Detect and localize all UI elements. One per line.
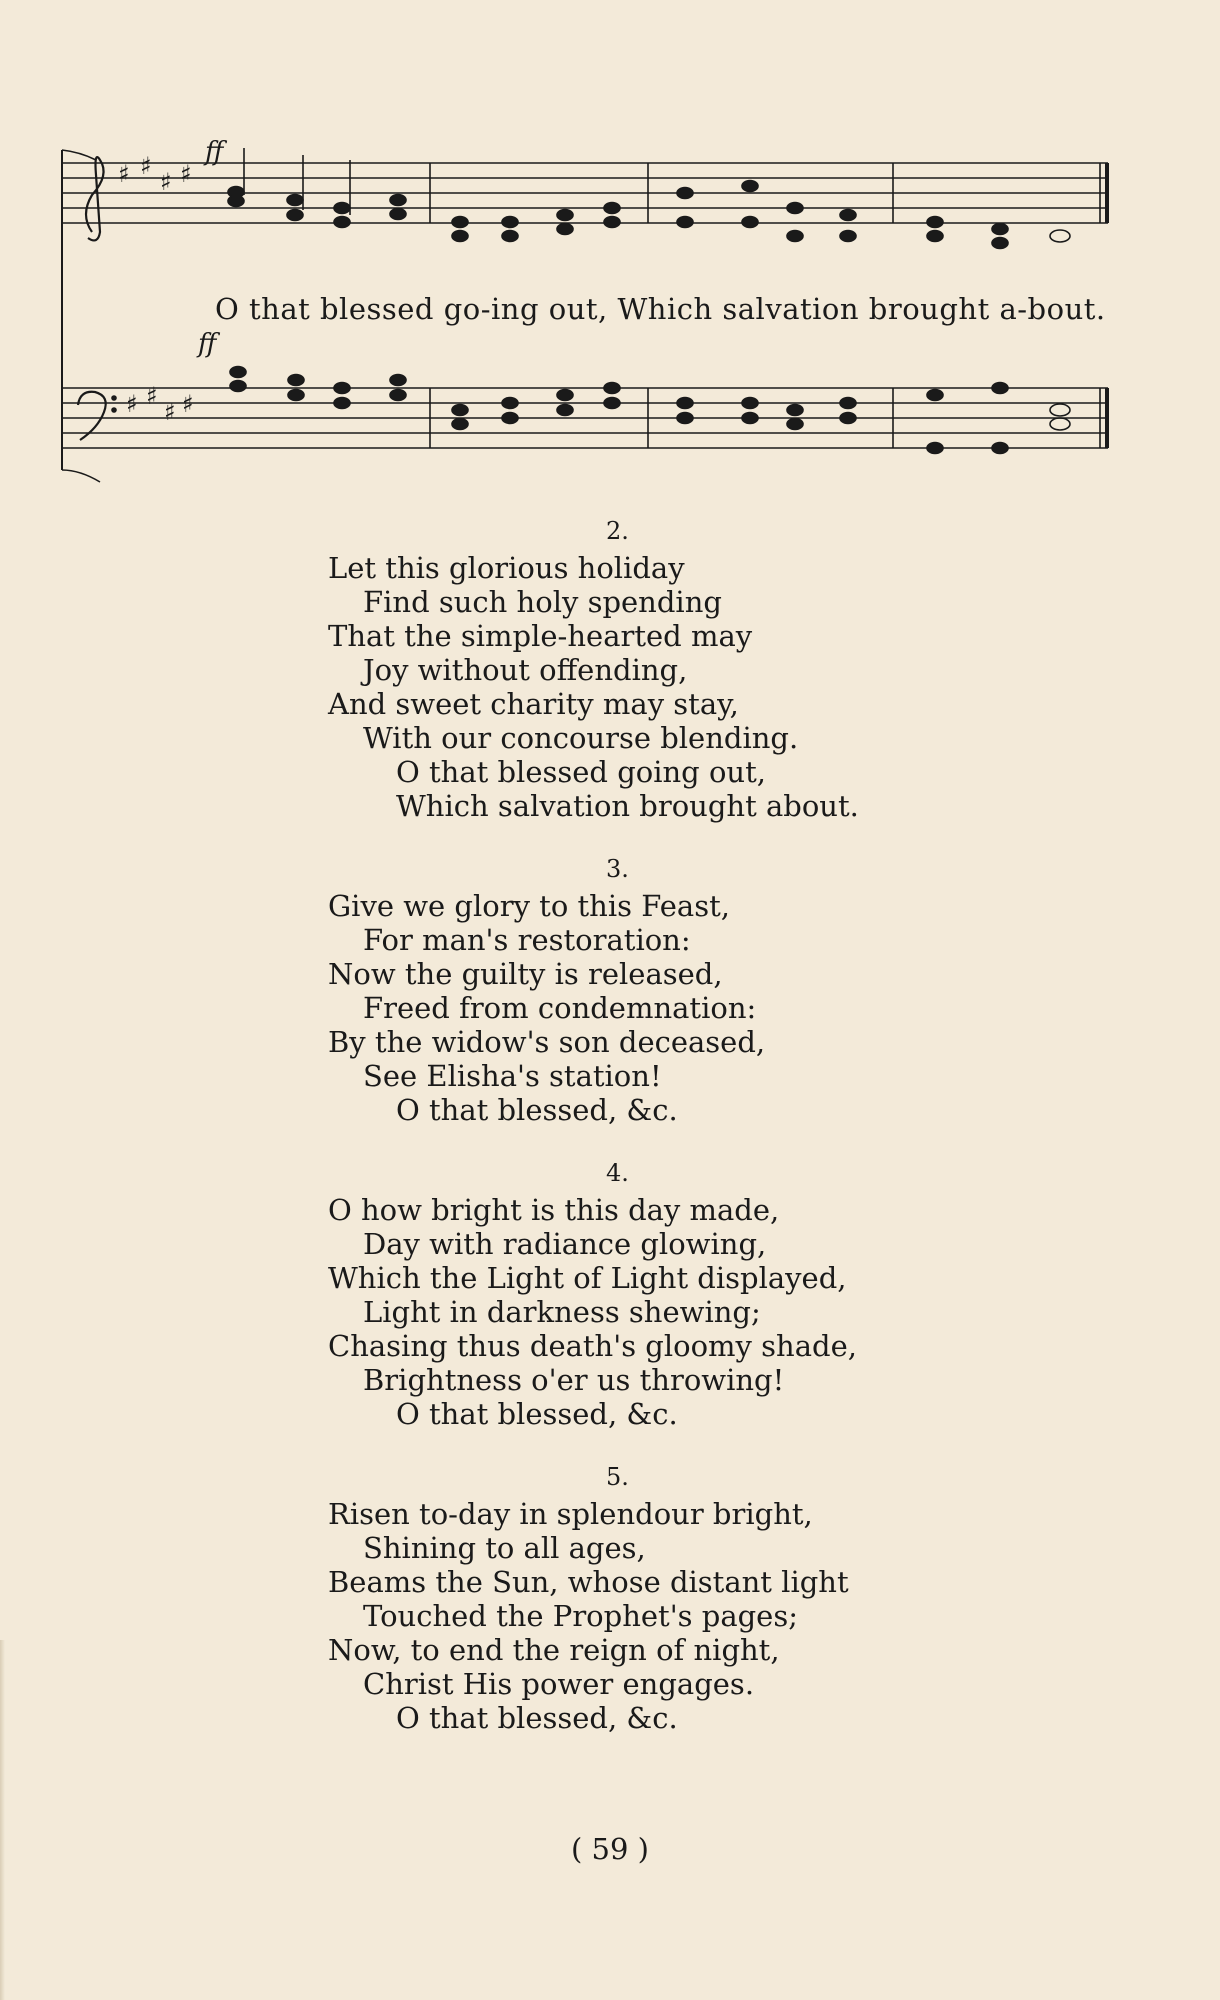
dynamic-mark-treble: ff	[205, 137, 224, 167]
verse-5	[328, 1461, 1028, 1735]
verse-line: O how bright is this day made,	[328, 1193, 780, 1227]
svg-text:♯: ♯	[180, 160, 192, 188]
verse-line: Give we glory to this Feast,	[328, 889, 730, 923]
verse-line: O that blessed going out,	[396, 755, 766, 789]
dynamic-mark-bass: ff	[198, 329, 217, 359]
page-number: ( 59 )	[571, 1832, 649, 1866]
verse-line: Touched the Prophet's pages;	[363, 1599, 798, 1633]
svg-text:♯: ♯	[140, 152, 152, 180]
verse-line: O that blessed, &c.	[396, 1397, 678, 1431]
score-lyric-line: O that blessed go-ing out, Which salvation brought a-bout.	[215, 292, 1106, 326]
verse-line: Freed from condemnation:	[363, 991, 757, 1025]
verse-3	[328, 853, 1028, 1127]
verse-line: Christ His power engages.	[363, 1667, 755, 1701]
verse-line: Chasing thus death's gloomy shade,	[328, 1329, 857, 1363]
verse-4	[328, 1157, 1028, 1431]
verse-line: Joy without offending,	[363, 653, 688, 687]
verse-line: Now, to end the reign of night,	[328, 1633, 780, 1667]
verses	[328, 515, 1028, 1765]
page-edge-shadow	[0, 1640, 5, 2000]
verse-line: Shining to all ages,	[363, 1531, 646, 1565]
verse-line: With our concourse blending.	[363, 721, 799, 755]
svg-text:♯: ♯	[118, 160, 130, 188]
verse-line: Light in darkness shewing;	[363, 1295, 761, 1329]
verse-number: 2.	[606, 517, 629, 545]
verse-line: Day with radiance glowing,	[363, 1227, 767, 1261]
verse-line: See Elisha's station!	[363, 1059, 662, 1093]
svg-text:♯: ♯	[160, 168, 172, 196]
svg-text:♯: ♯	[146, 382, 158, 410]
verse-line: Now the guilty is released,	[328, 957, 723, 991]
verse-line: Brightness o'er us throwing!	[363, 1363, 785, 1397]
svg-text:♯: ♯	[182, 390, 194, 418]
verse-number: 5.	[606, 1463, 629, 1491]
verse-line: O that blessed, &c.	[396, 1701, 678, 1735]
verse-line: For man's restoration:	[363, 923, 691, 957]
svg-text:♯: ♯	[164, 398, 176, 426]
verse-line: Which salvation brought about.	[396, 789, 859, 823]
verse-line: That the simple-hearted may	[328, 619, 753, 653]
verse-line: Risen to-day in splendour bright,	[328, 1497, 813, 1531]
verse-line: Which the Light of Light displayed,	[328, 1261, 847, 1295]
verse-line: Beams the Sun, whose distant light	[328, 1565, 849, 1599]
verse-number: 4.	[606, 1159, 629, 1187]
music-score	[0, 0, 1220, 500]
verse-line: And sweet charity may stay,	[328, 687, 739, 721]
verse-line: By the widow's son deceased,	[328, 1025, 766, 1059]
verse-line: Find such holy spending	[363, 585, 722, 619]
verse-line: Let this glorious holiday	[328, 551, 685, 585]
verse-line: O that blessed, &c.	[396, 1093, 678, 1127]
verse-2	[328, 515, 1028, 823]
svg-text:♯: ♯	[126, 390, 138, 418]
verse-number: 3.	[606, 855, 629, 883]
